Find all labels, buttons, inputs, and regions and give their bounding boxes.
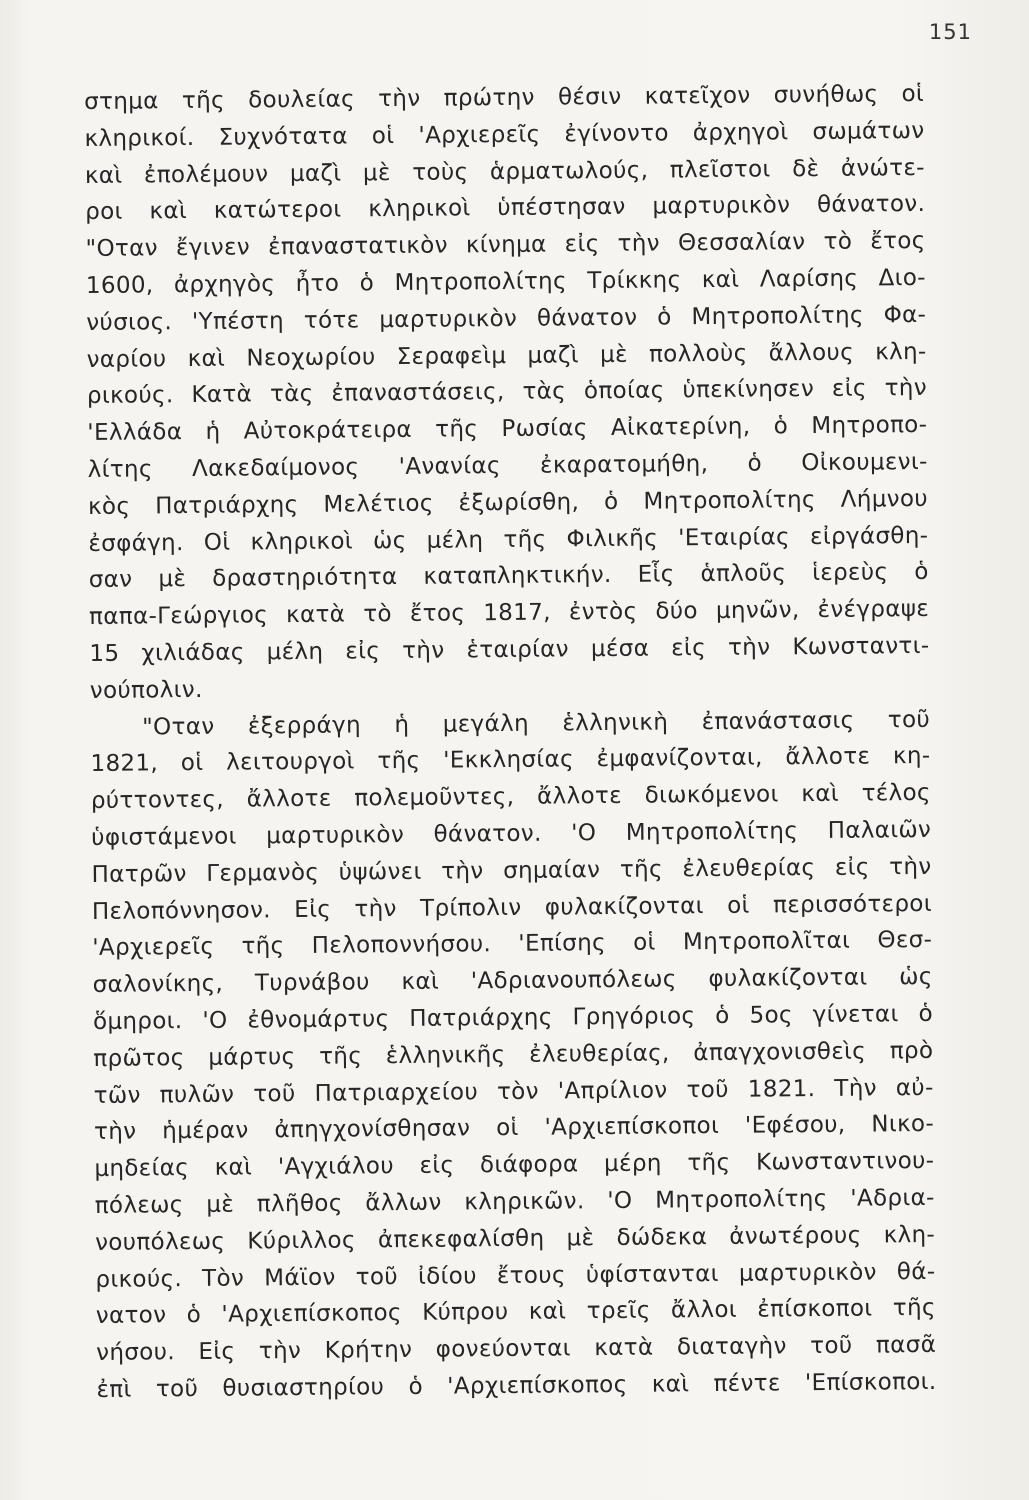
text-line: "Οταν ἔγινεν ἐπαναστατικὸν κίνημα εἰς τὴν Θεσσαλίαν τὸ ἔτος	[85, 228, 926, 263]
page-number: 151	[928, 20, 972, 44]
text-line: "Οταν ἐξερράγη ἡ μεγάλη ἑλληνικὴ ἐπανάστασις τοῦ	[142, 706, 931, 741]
text-line: μηδείας καὶ 'Αγχιάλου εἰς διάφορα μέρη τῆς Κωνσταντινου-	[94, 1147, 935, 1183]
text-line: νήσου. Εἰς τὴν Κρήτην φονεύονται κατὰ διαταγὴν τοῦ πασᾶ	[96, 1331, 937, 1367]
text-line: πρῶτος μάρτυς τῆς ἑλληνικῆς ἐλευθερίας, ἀπαγχονισθεὶς πρὸ	[93, 1037, 934, 1072]
text-line: τὴν ἡμέραν ἀπηγχονίσθησαν οἱ 'Αρχιεπίσκοποι 'Εφέσου, Νικο-	[93, 1111, 935, 1146]
text-line: ὑφιστάμενοι μαρτυρικὸν θάνατον. 'Ο Μητροπολίτης Παλαιῶν	[91, 816, 932, 851]
text-line: 1600, ἀρχηγὸς ἦτο ὁ Μητροπολίτης Τρίκκης καὶ Λαρίσης Διο-	[85, 264, 927, 299]
text-line: ρύττοντες, ἄλλοτε πολεμοῦντες, ἄλλοτε διωκόμενοι καὶ τέλος	[90, 780, 931, 815]
text-line: νύσιος. 'Υπέστη τότε μαρτυρικὸν θάνατον ὁ Μητροπολίτης Φα-	[86, 301, 927, 336]
text-line: νούπολιν.	[89, 676, 203, 704]
text-line: νουπόλεως Κύριλλος ἀπεκεφαλίσθη μὲ δώδεκα ἀνωτέρους κλη-	[94, 1221, 936, 1256]
text-line: σαλονίκης, Τυρνάβου καὶ 'Αδριανουπόλεως φυλακίζονται ὡς	[92, 964, 933, 999]
text-line: ροι καὶ κατώτεροι κληρικοὶ ὑπέστησαν μαρτυρικὸν θάνατον.	[85, 191, 926, 226]
text-line: ναρίου καὶ Νεοχωρίου Σεραφεὶμ μαζὶ μὲ πολλοὺς ἄλλους κλη-	[86, 338, 927, 373]
text-line: ρικούς. Τὸν Μάϊον τοῦ ἰδίου ἔτους ὑφίστανται μαρτυρικὸν θά-	[95, 1258, 936, 1293]
text-line: πόλεως μὲ πλῆθος ἄλλων κληρικῶν. 'Ο Μητροπολίτης 'Αδρια-	[94, 1184, 935, 1219]
text-line: ἐπὶ τοῦ θυσιαστηρίου ὁ 'Αρχιεπίσκοπος καὶ πέντε 'Επίσκοποι.	[96, 1368, 937, 1403]
body-text	[84, 76, 937, 1409]
text-line: στημα τῆς δουλείας τὴν πρώτην θέσιν κατεῖχον συνήθως οἱ	[84, 80, 925, 115]
text-line: ἐσφάγη. Οἱ κληρικοὶ ὡς μέλη τῆς Φιλικῆς 'Εταιρίας εἰργάσθη-	[88, 522, 929, 557]
text-line: κληρικοί. Συχνότατα οἱ 'Αρχιερεῖς ἐγίνοντο ἀρχηγοὶ σωμάτων	[84, 117, 925, 152]
text-line: κὸς Πατριάρχης Μελέτιος ἐξωρίσθη, ὁ Μητροπολίτης Λήμνου	[87, 485, 929, 520]
text-line: 'Αρχιερεῖς τῆς Πελοποννήσου. 'Επίσης οἱ Μητροπολῖται Θεσ-	[92, 927, 933, 962]
text-line: τῶν πυλῶν τοῦ Πατριαρχείου τὸν 'Απρίλιον τοῦ 1821. Τὴν αὐ-	[93, 1074, 934, 1109]
text-line: ὅμηροι. 'Ο ἐθνομάρτυς Πατριάρχης Γρηγόριος ὁ 5ος γίνεται ὁ	[92, 1000, 934, 1035]
text-line: καὶ ἐπολέμουν μαζὶ μὲ τοὺς ἁρματωλούς, πλεῖστοι δὲ ἀνώτε-	[84, 154, 925, 189]
text-line: παπα-Γεώργιος κατὰ τὸ ἔτος 1817, ἐντὸς δύο μηνῶν, ἐνέγραψε	[88, 596, 930, 631]
text-line: Πατρῶν Γερμανὸς ὑψώνει τὴν σημαίαν τῆς ἐλευθερίας εἰς τὴν	[91, 853, 932, 888]
text-line: 15 χιλιάδας μέλη εἰς τὴν ἑταιρίαν μέσα εἰς τὴν Κωνσταντι-	[89, 632, 930, 667]
text-line: λίτης Λακεδαίμονος 'Ανανίας ἐκαρατομήθη, ὁ Οἰκουμενι-	[87, 448, 928, 483]
text-line: ρικούς. Κατὰ τὰς ἐπαναστάσεις, τὰς ὁποίας ὑπεκίνησεν εἰς τὴν	[86, 375, 928, 410]
text-line: νατον ὁ 'Αρχιεπίσκοπος Κύπρου καὶ τρεῖς ἄλλοι ἐπίσκοποι τῆς	[95, 1295, 936, 1330]
text-line: 'Ελλάδα ἡ Αὐτοκράτειρα τῆς Ρωσίας Αἰκατερίνη, ὁ Μητροπο-	[87, 412, 928, 447]
text-line: Πελοπόννησον. Εἰς τὴν Τρίπολιν φυλακίζονται οἱ περισσότεροι	[91, 890, 933, 925]
text-line: σαν μὲ δραστηριότητα καταπληκτικήν. Εἷς ἁπλοῦς ἱερεὺς ὁ	[88, 559, 929, 594]
text-line: 1821, οἱ λειτουργοὶ τῆς 'Εκκλησίας ἐμφανίζονται, ἄλλοτε κη-	[90, 743, 931, 778]
